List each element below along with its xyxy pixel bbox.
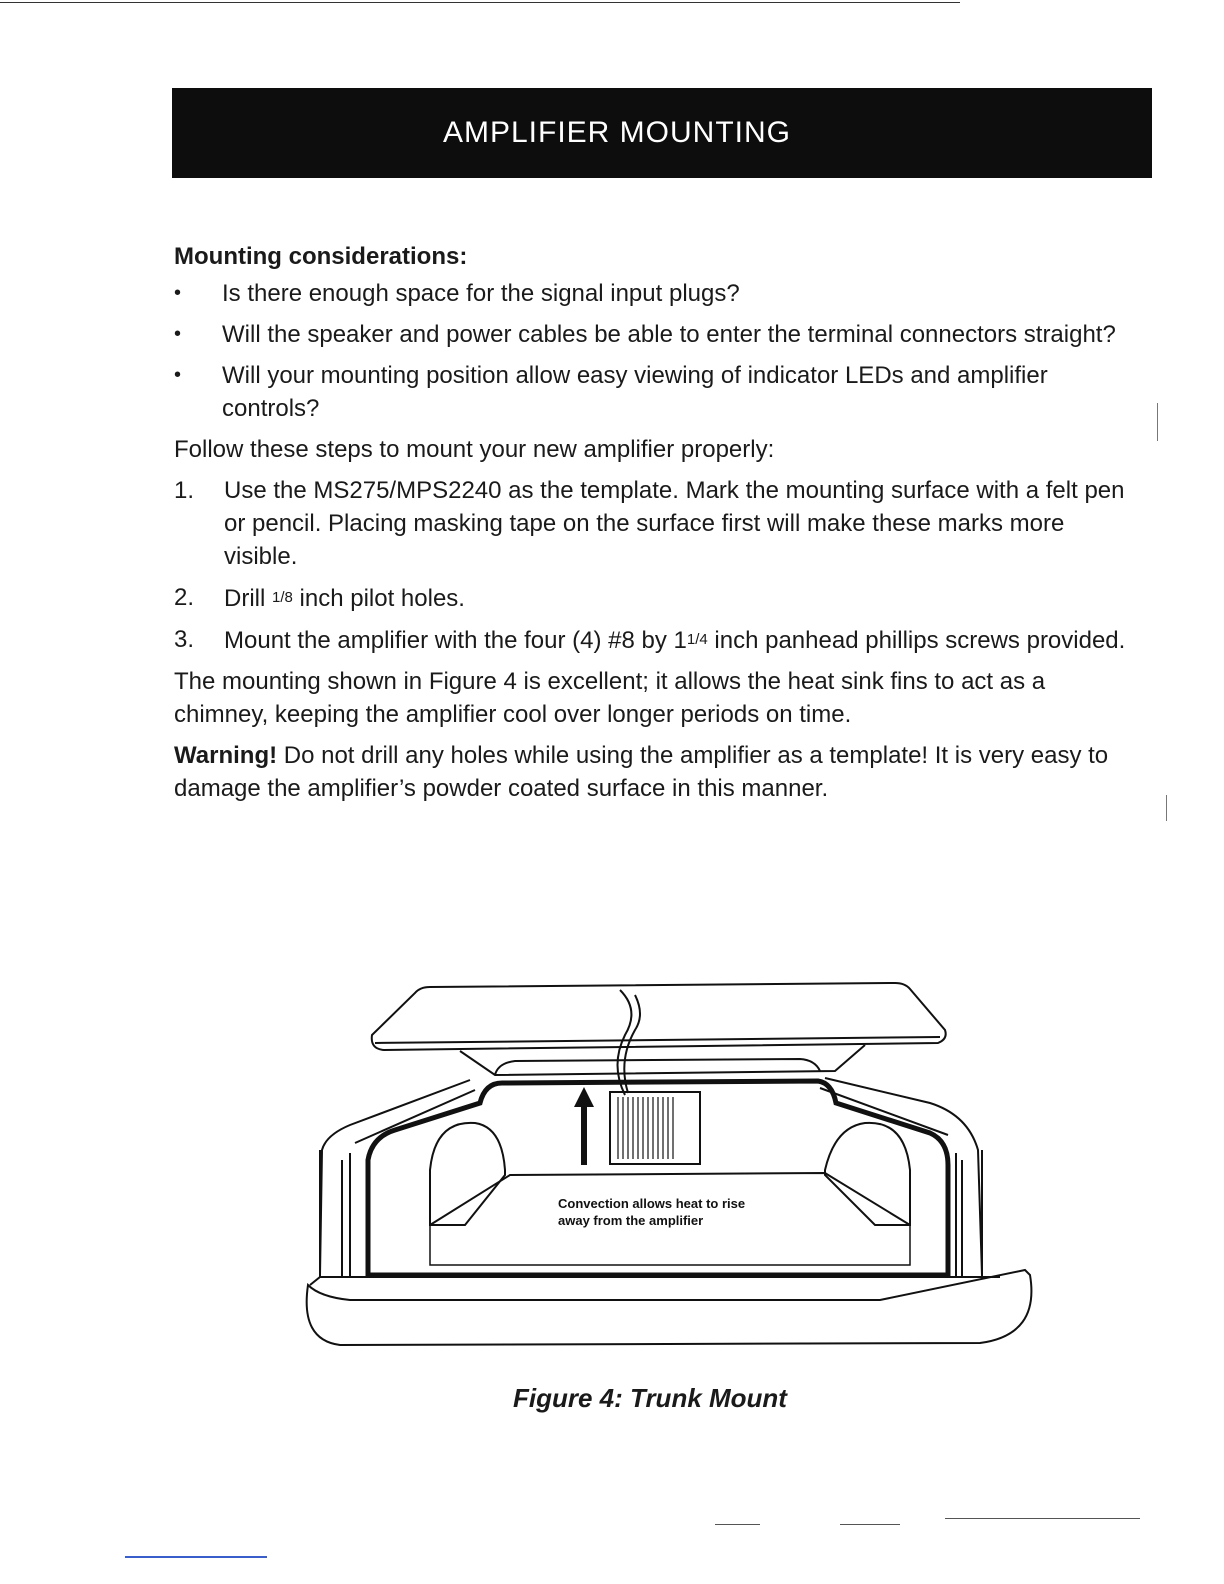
figure-caption: Figure 4: Trunk Mount [513,1383,787,1413]
list-item: • Is there enough space for the signal input plugs? [174,277,1134,310]
footer-link-rule [125,1556,267,1558]
list-item: • Will your mounting position allow easy viewing of indicator LEDs and amplifier controls? [174,359,1134,425]
considerations-heading: Mounting considerations: [174,243,468,270]
step-text-after: inch panhead phillips screws provided. [707,627,1126,654]
wheel-well-left [430,1123,505,1225]
heat-wisp-icon [618,990,641,1095]
steps-intro: Follow these steps to mount your new amplifier properly: [174,436,775,463]
page-title: AMPLIFIER MOUNTING [442,116,791,149]
footer-rule [945,1518,1140,1519]
amplifier-icon [610,1092,700,1164]
step-number: 1. [174,477,195,504]
step-text-before: Drill [224,585,272,612]
trunk-illustration [280,975,1040,1370]
body-content [174,240,1134,813]
step-item [174,581,1134,615]
step-text: Use the MS275/MPS2240 as the template. Mark the mounting surface with a felt pen or pencil. Placing masking tape on the surface first will make these marks more visible. [224,477,1125,570]
convection-arrow-icon [574,1087,594,1165]
note-paragraph: The mounting shown in Figure 4 is excellent; it allows the heat sink fins to act as a chimney, keeping the amplifier cool over longer periods on time. [174,668,1046,728]
footer-rule [715,1524,760,1525]
fraction: 1/4 [686,631,708,648]
top-rule [0,2,960,3]
list-item: • Will the speaker and power cables be able to enter the terminal connectors straight? [174,318,1134,351]
warning-paragraph [174,739,1134,805]
step-item [174,474,1134,573]
step-number: 2. [174,584,195,611]
footer-rule [840,1524,900,1525]
step-item [174,623,1134,657]
step-text-before: Mount the amplifier with the four (4) #8 by 1 [224,627,687,654]
wheel-well-right [825,1123,910,1225]
margin-mark [1166,795,1167,821]
section-header [172,88,1152,178]
fraction: 1/8 [272,589,293,606]
warning-label: Warning! [174,742,278,769]
trunk-mount-figure [280,975,1040,1370]
figure-label-line1: Convection allows heat to rise [558,1196,746,1211]
figure-label-line2: away from the amplifier [558,1213,704,1228]
considerations-list [174,277,1134,425]
steps-list [174,474,1134,657]
step-number: 3. [174,626,195,653]
step-text-after: inch pilot holes. [292,585,465,612]
warning-text: Do not drill any holes while using the amplifier as a template! It is very easy to damage the amplifier’s powder coated surface in this manner. [174,742,1109,802]
margin-mark [1157,403,1158,441]
